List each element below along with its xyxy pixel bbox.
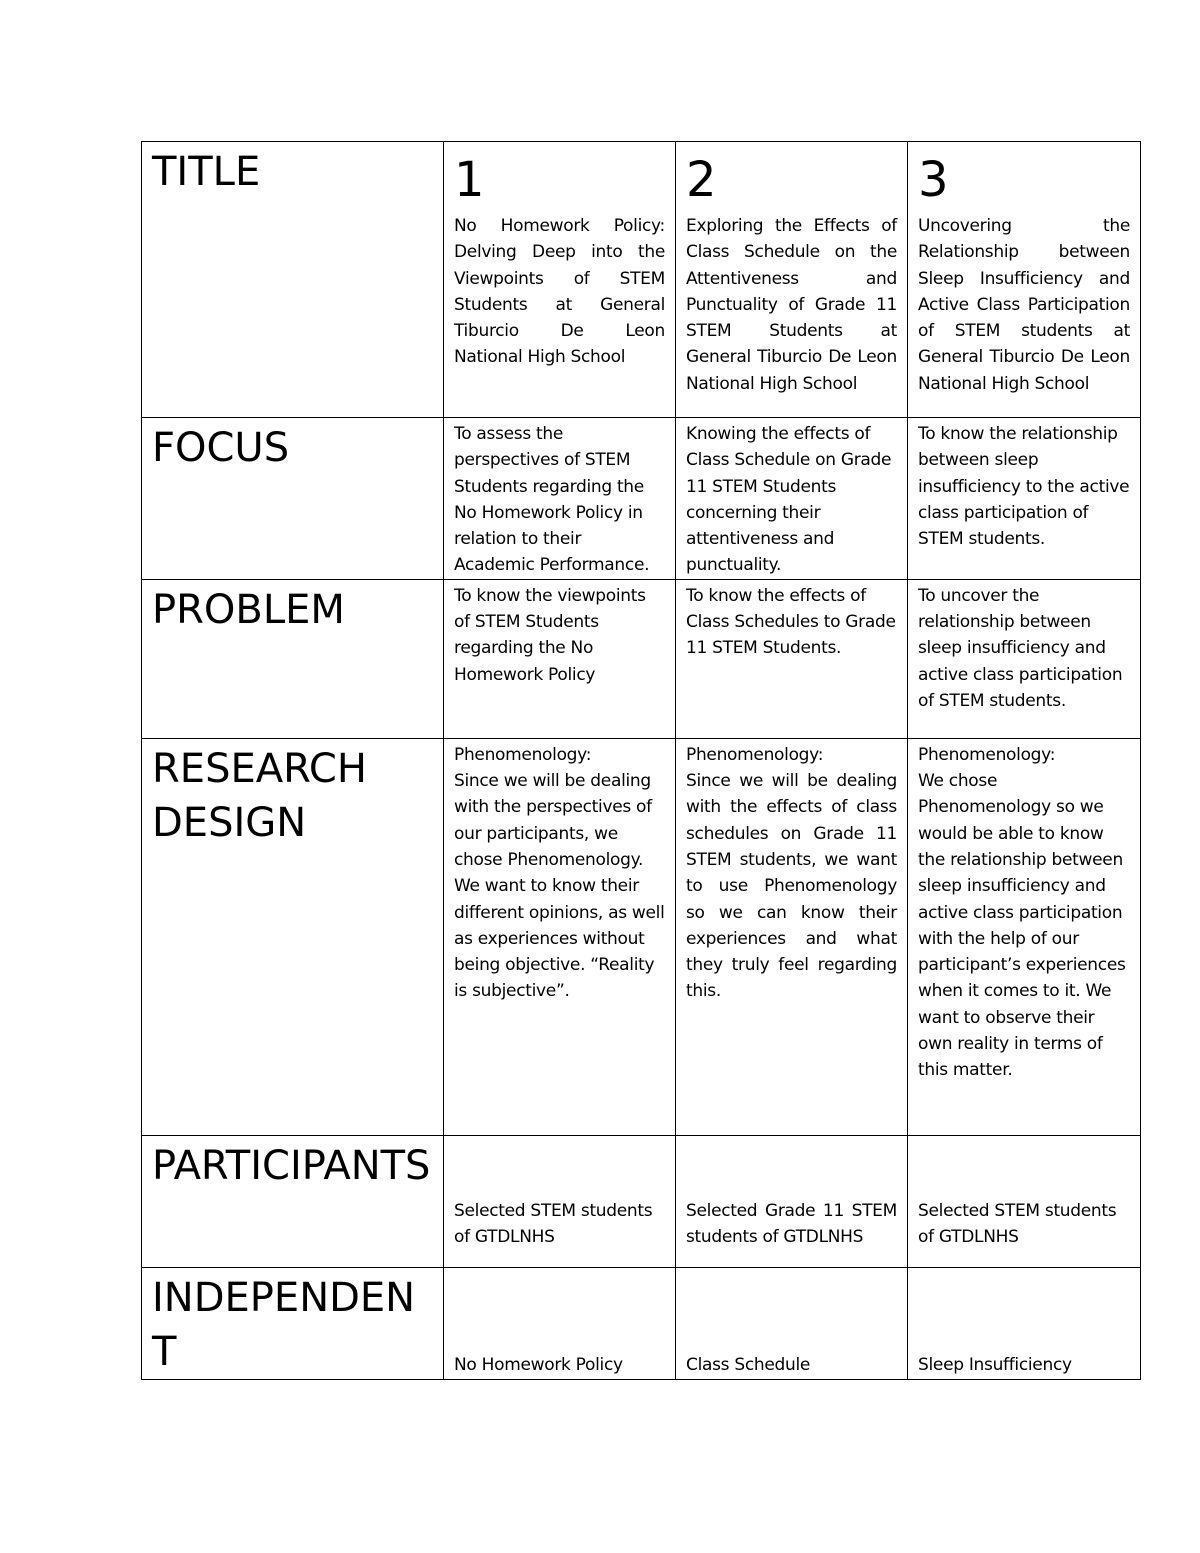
research-design-cell-1 [444, 738, 676, 1135]
independent-cell-2: Class Schedule [676, 1267, 908, 1379]
title-text-3: Uncovering the Relationship between Sleep Insufficiency and Active Class Participation of STEM students at General Tiburcio De Leon National High School [918, 216, 1130, 394]
research-comparison-table [141, 141, 1141, 1380]
table-row-focus [142, 418, 1141, 580]
independent-cell-1: No Homework Policy [444, 1267, 676, 1379]
row-label-focus: FOCUS [142, 418, 444, 580]
table-row-title [142, 142, 1141, 418]
column-number-3: 3 [918, 152, 949, 208]
title-cell-1 [444, 142, 676, 418]
focus-cell-2: Knowing the effects of Class Schedule on Grade 11 STEM Students concerning their attentiveness and punctuality. [676, 418, 908, 580]
table-row-participants [142, 1135, 1141, 1267]
problem-cell-1: To know the viewpoints of STEM Students regarding the No Homework Policy [444, 579, 676, 738]
row-label-title: TITLE [142, 142, 444, 418]
column-number-2: 2 [686, 152, 717, 208]
row-label-independent: INDEPENDENT [142, 1267, 444, 1379]
participants-cell-2: Selected Grade 11 STEM students of GTDLNHS [676, 1135, 908, 1267]
research-design-cell-2 [676, 738, 908, 1135]
title-cell-2 [676, 142, 908, 418]
participants-cell-3: Selected STEM students of GTDLNHS [908, 1135, 1141, 1267]
problem-cell-2: To know the effects of Class Schedules to Grade 11 STEM Students. [676, 579, 908, 738]
focus-cell-3: To know the relationship between sleep insufficiency to the active class participation of STEM students. [908, 418, 1141, 580]
research-design-heading-2: Phenomenology: [686, 744, 824, 765]
problem-cell-3: To uncover the relationship between sleep insufficiency and active class participation of STEM students. [908, 579, 1141, 738]
title-cell-3 [908, 142, 1141, 418]
research-design-body-2: Since we will be dealing with the effects of class schedules on Grade 11 STEM students, we want to use Phenomenology so we can know their experiences and what they truly feel regarding this. [686, 771, 897, 1002]
row-label-participants: PARTICIPANTS [142, 1135, 444, 1267]
focus-cell-1: To assess the perspectives of STEM Students regarding the No Homework Policy in relation to their Academic Performance. [444, 418, 676, 580]
research-design-body-1: Since we will be dealing with the perspectives of our participants, we chose Phenomenology. We want to know their different opinions, as well as experiences without being objective. “Reality is subjective”. [454, 771, 665, 1002]
research-design-cell-3 [908, 738, 1141, 1135]
participants-cell-1: Selected STEM students of GTDLNHS [444, 1135, 676, 1267]
table-row-problem [142, 579, 1141, 738]
row-label-research-design: RESEARCH DESIGN [142, 738, 444, 1135]
research-design-heading-3: Phenomenology: [918, 744, 1056, 765]
title-text-2: Exploring the Effects of Class Schedule on the Attentiveness and Punctuality of Grade 11 STEM Students at General Tiburcio De Leon National High School [686, 216, 897, 394]
research-design-heading-1: Phenomenology: [454, 744, 592, 765]
table-row-independent [142, 1267, 1141, 1379]
title-text-1: No Homework Policy: Delving Deep into the Viewpoints of STEM Students at General Tiburcio De Leon National High School [454, 216, 665, 368]
table-row-research-design [142, 738, 1141, 1135]
row-label-problem: PROBLEM [142, 579, 444, 738]
independent-cell-3: Sleep Insufficiency [908, 1267, 1141, 1379]
column-number-1: 1 [454, 152, 485, 208]
research-design-body-3: We chose Phenomenology so we would be able to know the relationship between sleep insufficiency and active class participation with the help of our participant’s experiences when it comes to it. We want to observe their own reality in terms of this matter. [918, 771, 1126, 1081]
